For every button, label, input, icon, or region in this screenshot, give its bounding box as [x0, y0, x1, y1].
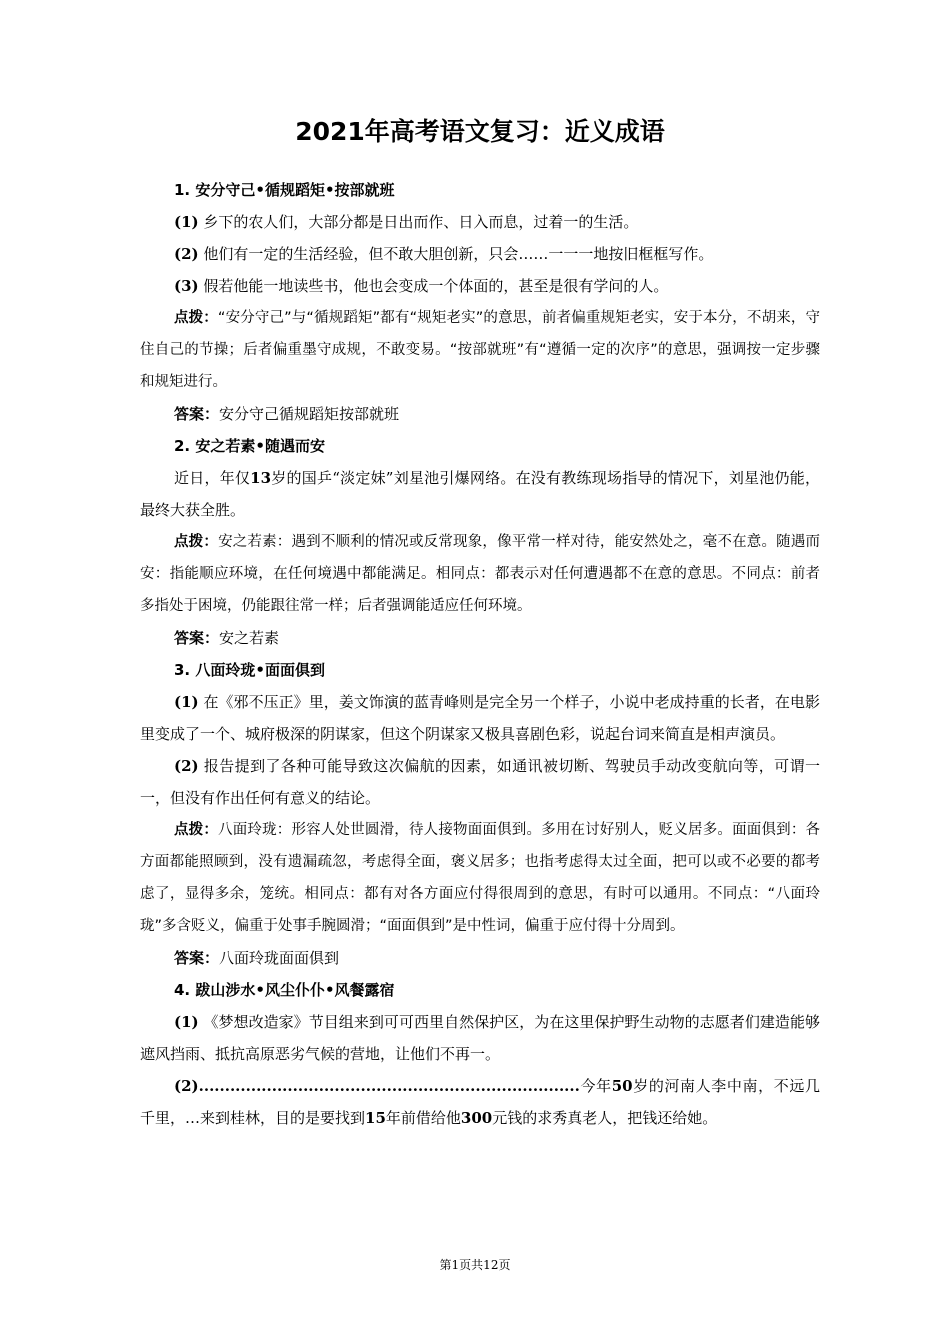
question-item: [140, 270, 820, 302]
question-number: (2): [174, 757, 199, 775]
question-text: 在《邪不压正》里，姜文饰演的蓝青峰则是完全另一个样子，小说中老成持重的长者，在电影里变成了一个、城府极深的阴谋家，但这个阴谋家又极具喜剧色彩，说起台词来简直是相声演员。: [140, 693, 820, 743]
question-item: [140, 1006, 820, 1070]
question-text: 假若他能一地读些书，他也会变成一个体面的，甚至是很有学问的人。: [198, 277, 669, 295]
question-text: 岁的国乒“淡定妹”刘星池引爆网络。在没有教练现场指导的情况下，刘星池仍能，最终大获全胜。: [140, 469, 820, 519]
question-text: 乡下的农人们，大部分都是日出而作、日入而息，过着一的生活。: [198, 213, 639, 231]
question-number: (1): [174, 693, 199, 711]
tip-text: 安之若素：遇到不顺利的情况或反常现象，像平常一样对待，能安然处之，毫不在意。随遇而安：指能顺应环境，在任何境遇中都能满足。相同点：都表示对任何遭遇都不在意的意思。不同点：前者多指处于困境，仍能跟往常一样；后者强调能适应任何环境。: [140, 534, 821, 614]
answer-text: 安分守己循规蹈矩按部就班: [219, 405, 400, 423]
tip-paragraph: [140, 302, 820, 398]
question-text: 报告提到了各种可能导致这次偏航的因素，如通讯被切断、驾驶员手动改变航向等，可谓一一，但没有作出任何有意义的结论。: [140, 757, 820, 807]
answer-text: 八面玲珑面面俱到: [219, 949, 340, 967]
tip-label: 点拨：: [174, 310, 218, 326]
tip-text: “安分守己”与“循规蹈矩”都有“规矩老实”的意思，前者偏重规矩老实，安于本分，不胡来，守住自己的节操；后者偏重墨守成规，不敢变易。“按部就班”有“遵循一定的次序”的意思，强调按一定步骤和规矩进行。: [140, 310, 820, 390]
tip-text: 八面玲珑：形容人处世圆滑，待人接物面面俱到。多用在讨好别人，贬义居多。面面俱到：各方面都能照顾到，没有遗漏疏忽，考虑得全面，褒义居多；也指考虑得太过全面，把可以或不必要的都考虑了，显得多余，笼统。相同点：都有对各方面应付得很周到的意思，有时可以通用。不同点：“八面玲珑”多含贬义，偏重于处事手腕圆滑；“面面俱到”是中性词，偏重于应付得十分周到。: [140, 822, 821, 934]
question-number: (1): [174, 1013, 199, 1031]
answer-line: [140, 398, 820, 430]
answer-label: 答案：: [174, 629, 220, 647]
question-item: [140, 206, 820, 238]
question-item: [140, 238, 820, 270]
document-page: [140, 112, 820, 1134]
section-heading: 2. 安之若素•随遇而安: [174, 437, 325, 455]
number: 13: [250, 469, 272, 487]
question-item: [140, 686, 820, 750]
question-number: (1): [174, 213, 199, 231]
number: 15: [365, 1109, 386, 1127]
question-text: 年前借给他: [385, 1109, 461, 1127]
answer-line: [140, 942, 820, 974]
answer-text: 安之若素: [219, 629, 280, 647]
answer-label: 答案：: [174, 405, 220, 423]
tip-paragraph: [140, 526, 820, 622]
question-text: 他们有一定的生活经验，但不敢大胆创新，只会……一一一地按旧框框写作。: [198, 245, 714, 263]
question-text: 元钱的求秀真老人，把钱还给她。: [492, 1109, 718, 1127]
question-item: [140, 1070, 820, 1134]
section-heading: 4. 跋山涉水•风尘仆仆•风餐露宿: [174, 981, 395, 999]
question-number: (2): [174, 245, 199, 263]
tip-paragraph: [140, 814, 820, 942]
number: 300: [460, 1109, 493, 1127]
section-heading: 1. 安分守己•循规蹈矩•按部就班: [174, 181, 395, 199]
answer-line: [140, 622, 820, 654]
section-heading: 3. 八面玲珑•面面俱到: [174, 661, 325, 679]
question-text: 岁的河南人李中南，不远几千里，…来到桂林，目的是要找到: [140, 1077, 820, 1127]
question-number: (2).........................................................................: [174, 1077, 580, 1095]
question-text: 今年: [579, 1077, 612, 1095]
question-item: [140, 750, 820, 814]
question-text: 《梦想改造家》节目组来到可可西里自然保护区，为在这里保护野生动物的志愿者们建造能够遮风挡雨、抵抗高原恶劣气候的营地，让他们不再一。: [140, 1013, 820, 1063]
question-item: [140, 462, 820, 526]
page-title: 2021年高考语文复习：近义成语: [295, 117, 665, 146]
tip-label: 点拨：: [174, 822, 219, 838]
tip-label: 点拨：: [174, 534, 219, 550]
question-number: (3): [174, 277, 199, 295]
number: 50: [611, 1077, 633, 1095]
page-footer: 第1页共12页: [439, 1258, 511, 1272]
question-text: 近日，年仅: [174, 469, 251, 487]
answer-label: 答案：: [174, 949, 220, 967]
